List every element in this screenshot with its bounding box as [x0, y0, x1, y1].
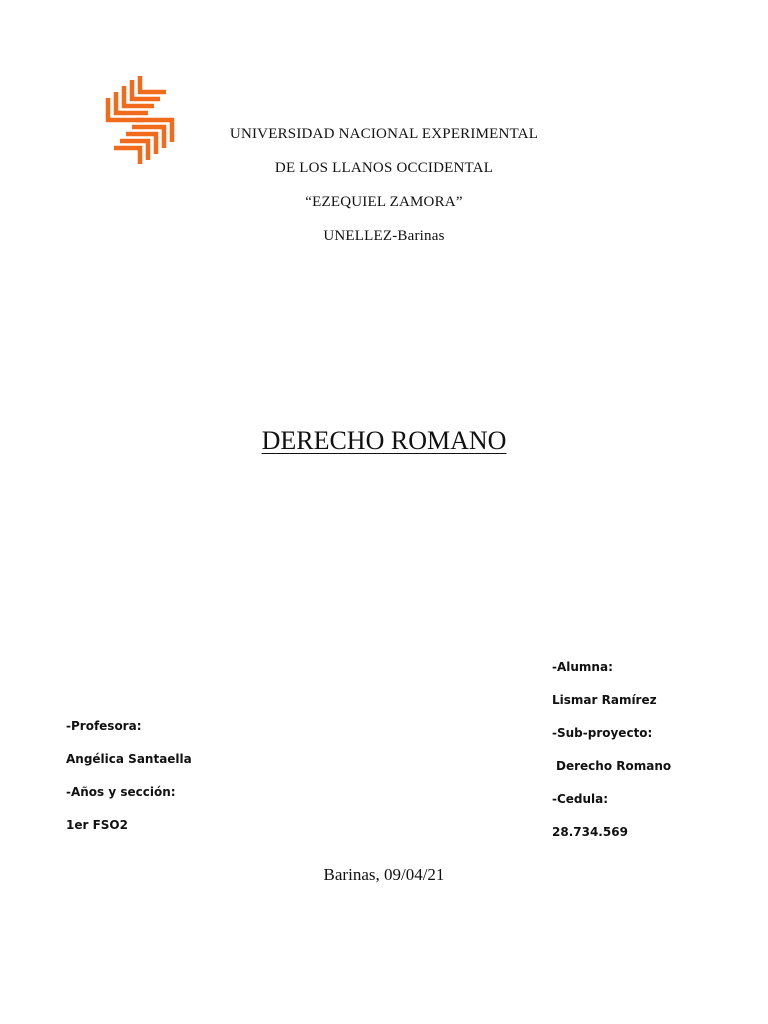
university-name-line-2: DE LOS LLANOS OCCIDENTAL [274, 160, 494, 176]
subproject-name: Derecho Romano [556, 759, 672, 773]
university-name-line-3: “EZEQUIEL ZAMORA” [305, 194, 463, 210]
university-name-line-1: UNIVERSIDAD NACIONAL EXPERIMENTAL [229, 126, 539, 142]
section-value: 1er FSO2 [66, 818, 128, 832]
section-label: -Años y sección: [66, 785, 176, 799]
student-id-label: -Cedula: [552, 792, 609, 806]
teacher-name: Angélica Santaella [66, 752, 192, 766]
document-title-wrapper [0, 423, 768, 459]
student-name-label: -Alumna: [552, 660, 613, 674]
student-name: Lismar Ramírez [552, 693, 657, 707]
subproject-label: -Sub-proyecto: [552, 726, 653, 740]
teacher-name-label: -Profesora: [66, 719, 142, 733]
place-and-date: Barinas, 09/04/21 [323, 865, 445, 884]
document-title: DERECHO ROMANO [261, 426, 507, 455]
student-id: 28.734.569 [552, 825, 628, 839]
unellez-logo [104, 76, 176, 164]
university-campus: UNELLEZ-Barinas [323, 228, 445, 244]
